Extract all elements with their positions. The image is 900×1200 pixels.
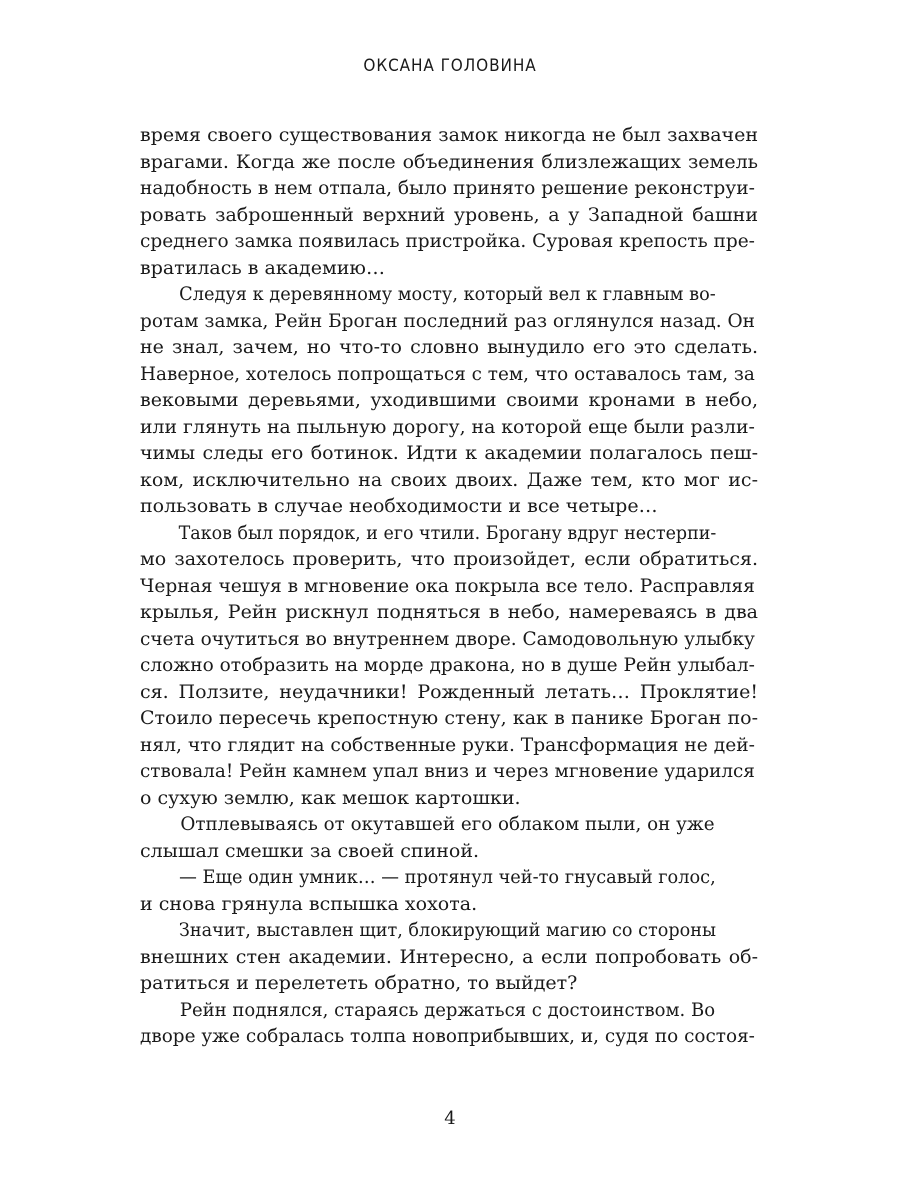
text-line: — Еще один умник… — протянул чей-то гнусавый голос, bbox=[179, 866, 716, 888]
text-line: Значит, выставлен щит, блокирующий магию со стороны bbox=[178, 919, 716, 941]
text-line: Следуя к деревянному мосту, который вел к главным во- bbox=[179, 283, 716, 305]
text-line: надобность в нем отпала, было принято решение реконструи- bbox=[140, 177, 755, 199]
text-line: счета очутиться во внутреннем дворе. Самодовольную улыбку bbox=[140, 627, 755, 650]
text-line: о сухую землю, как мешок картошки. bbox=[140, 786, 521, 809]
text-line: Отплевываясь от окутавшей его облаком пыли, он уже bbox=[180, 813, 715, 835]
text-line: вратилась в академию… bbox=[140, 256, 385, 279]
text-line: чимы следы его ботинок. Идти к академии полагалось пеш- bbox=[140, 442, 758, 464]
body-text bbox=[140, 122, 758, 1050]
page-number: 4 bbox=[444, 1108, 456, 1129]
text-line: вековыми деревьями, уходившими своими кронами в небо, bbox=[140, 389, 758, 411]
text-line: ратиться и перелететь обратно, то выйдет? bbox=[140, 972, 578, 994]
text-line: внешних стен академии. Интересно, а если попробовать об- bbox=[140, 945, 758, 968]
text-line: слышал смешки за своей спиной. bbox=[140, 839, 480, 862]
text-line: мо захотелось проверить, что произойдет, если обратиться. bbox=[140, 548, 758, 570]
text-line: нял, что глядит на собственные руки. Трансформация не дей- bbox=[140, 733, 755, 756]
text-line: сложно отобразить на морде дракона, но в душе Рейн улыбал- bbox=[140, 654, 755, 676]
running-head-author: ОКСАНА ГОЛОВИНА bbox=[363, 56, 537, 76]
text-line: не знал, зачем, но что-то словно вынудило его это сделать. bbox=[140, 336, 758, 358]
text-line: дворе уже собралась толпа новоприбывших, и, судя по состоя- bbox=[140, 1025, 755, 1047]
text-line: врагами. Когда же после объединения близлежащих земель bbox=[140, 150, 758, 173]
text-line: ком, исключительно на своих двоих. Даже тем, кто мог ис- bbox=[140, 468, 758, 491]
text-line: пользовать в случае необходимости и все четыре… bbox=[140, 495, 658, 517]
text-line: Стоило пересечь крепостную стену, как в панике Броган по- bbox=[140, 707, 758, 729]
text-line: ровать заброшенный верхний уровень, а у Западной башни bbox=[140, 203, 758, 226]
text-line: ствовала! Рейн камнем упал вниз и через мгновение ударился bbox=[140, 760, 755, 782]
text-line: Таков был порядок, и его чтили. Брогану вдруг нестерпи- bbox=[178, 521, 717, 544]
text-line: время своего существования замок никогда не был захвачен bbox=[140, 124, 758, 146]
text-line: крылья, Рейн рискнул подняться в небо, намереваясь в два bbox=[140, 601, 758, 623]
text-line: или глянуть на пыльную дорогу, на которой еще были разли- bbox=[140, 415, 755, 438]
text-line: Рейн поднялся, стараясь держаться с достоинством. Во bbox=[179, 998, 716, 1021]
text-line: среднего замка появилась пристройка. Суровая крепость пре- bbox=[140, 230, 755, 252]
text-line: ся. Ползите, неудачники! Рожденный летать… Проклятие! bbox=[140, 680, 758, 703]
text-line: Черная чешуя в мгновение ока покрыла все тело. Расправляя bbox=[140, 574, 755, 597]
text-line: ротам замка, Рейн Броган последний раз оглянулся назад. Он bbox=[140, 309, 755, 332]
text-line: Наверное, хотелось попрощаться с тем, что оставалось там, за bbox=[140, 362, 755, 385]
text-line: и снова грянула вспышка хохота. bbox=[140, 892, 478, 915]
